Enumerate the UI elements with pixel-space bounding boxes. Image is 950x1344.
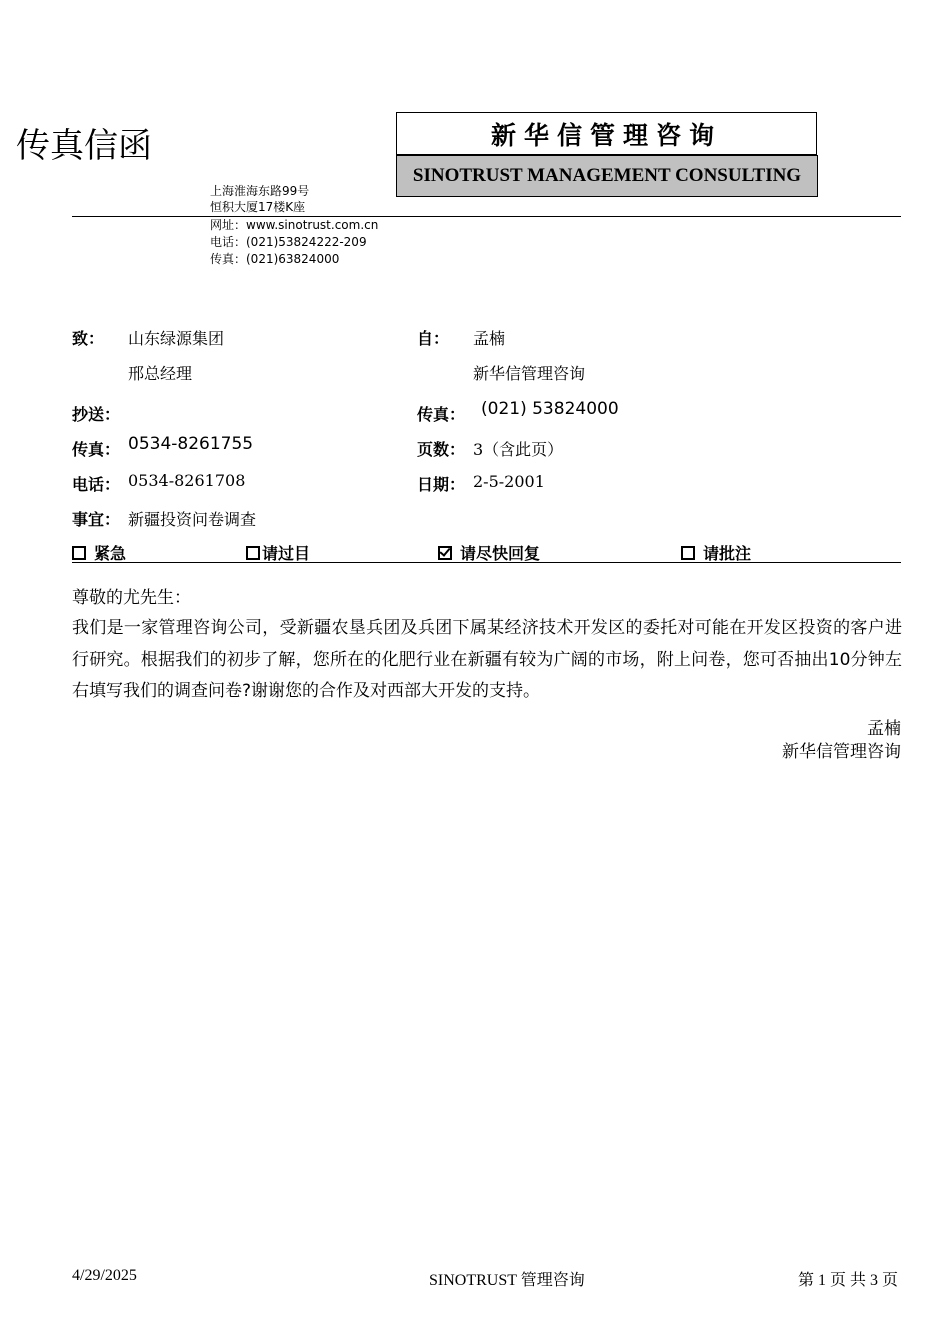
date-value: 2-5-2001 bbox=[473, 472, 545, 491]
to-label: 致： bbox=[72, 329, 105, 348]
address-phone: 电话：(021)53824222-209 bbox=[210, 235, 367, 249]
address-line-2: 恒积大厦17楼K座 bbox=[210, 200, 306, 214]
document-title: 传真信函 bbox=[16, 126, 152, 166]
pages-label: 页数： bbox=[417, 440, 466, 459]
footer-date: 4/29/2025 bbox=[72, 1267, 137, 1284]
header-divider bbox=[72, 216, 901, 217]
cc-label: 抄送： bbox=[72, 405, 121, 424]
footer-page-number: 第 1 页 共 3 页 bbox=[797, 1272, 898, 1289]
checkbox-review-label: 请过目 bbox=[262, 544, 311, 563]
from-value: 孟楠 bbox=[473, 329, 506, 348]
checkbox-comment[interactable] bbox=[681, 541, 751, 564]
fax-from-label: 传真： bbox=[417, 405, 466, 424]
fax-to-value: 0534-8261755 bbox=[128, 434, 254, 454]
to-value: 山东绿源集团 bbox=[128, 329, 225, 348]
letter-body: 我们是一家管理咨询公司，受新疆农垦兵团及兵团下属某经济技术开发区的委托对可能在开发区投资的客户进行研究。根据我们的初步了解，您所在的化肥行业在新疆有较为广阔的市场，附上问卷，您可否抽出10分钟左右填写我们的调查问卷?谢谢您的合作及对西部大开发的支持。 bbox=[72, 618, 902, 701]
checkbox-icon bbox=[681, 546, 695, 560]
address-fax: 传真：(021)63824000 bbox=[210, 252, 340, 266]
signature-org: 新华信管理咨询 bbox=[782, 742, 901, 762]
checkbox-review[interactable] bbox=[246, 541, 310, 564]
company-logo-en: SINOTRUST MANAGEMENT CONSULTING bbox=[396, 155, 818, 197]
signature-name: 孟楠 bbox=[867, 719, 901, 739]
checkbox-urgent[interactable] bbox=[72, 541, 126, 564]
phone-label: 电话： bbox=[72, 475, 121, 494]
to-person: 邢总经理 bbox=[128, 364, 193, 383]
checkbox-icon bbox=[72, 546, 86, 560]
pages-value: 3（含此页） bbox=[473, 440, 564, 459]
checkbox-reply-asap-label: 请尽快回复 bbox=[460, 544, 541, 563]
fields-divider bbox=[72, 562, 901, 563]
from-label: 自： bbox=[417, 329, 450, 348]
from-org: 新华信管理咨询 bbox=[473, 364, 586, 383]
fax-from-value: (021) 53824000 bbox=[481, 399, 619, 419]
subject-label: 事宜： bbox=[72, 510, 121, 529]
address-line-1: 上海淮海东路99号 bbox=[210, 184, 310, 198]
checkbox-comment-label: 请批注 bbox=[703, 544, 752, 563]
phone-value: 0534-8261708 bbox=[128, 471, 246, 490]
checkbox-checked-icon bbox=[438, 546, 452, 560]
company-logo-cn: 新华信管理咨询 bbox=[396, 112, 817, 155]
letter-greeting: 尊敬的尤先生： bbox=[72, 588, 191, 608]
date-label: 日期： bbox=[417, 475, 466, 494]
subject-value: 新疆投资问卷调查 bbox=[128, 510, 257, 529]
address-website: 网址：www.sinotrust.com.cn bbox=[210, 218, 379, 232]
footer-center: SINOTRUST 管理咨询 bbox=[429, 1272, 585, 1289]
checkbox-reply-asap[interactable] bbox=[438, 541, 540, 564]
checkbox-urgent-label: 紧急 bbox=[94, 544, 127, 563]
fax-to-label: 传真： bbox=[72, 440, 121, 459]
checkbox-icon bbox=[246, 546, 260, 560]
